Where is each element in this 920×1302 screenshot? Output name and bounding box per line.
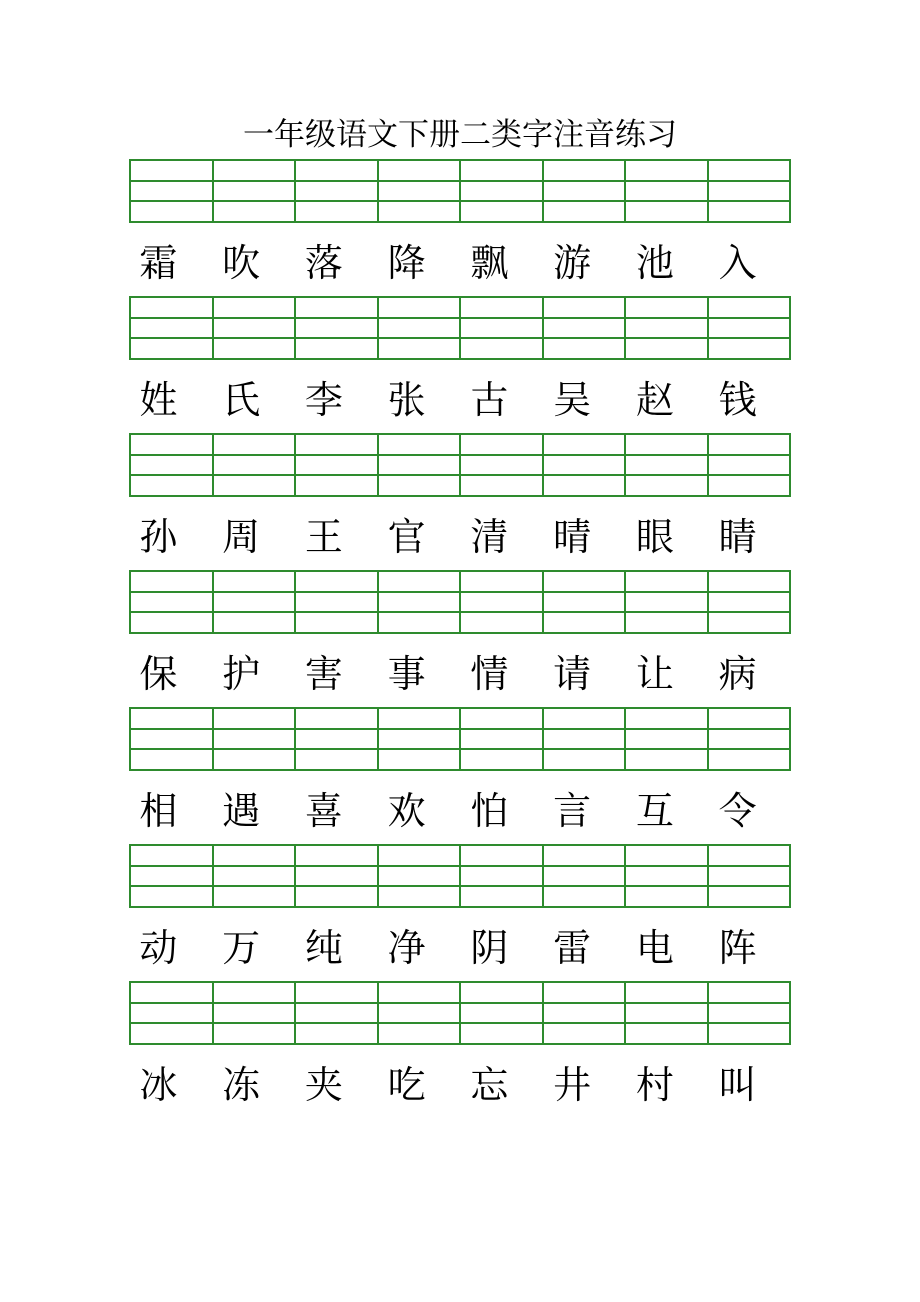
character: 动	[139, 926, 178, 970]
guide-line	[379, 200, 460, 202]
character-row	[129, 370, 791, 430]
character: 雷	[553, 926, 592, 970]
character: 落	[304, 241, 343, 285]
pinyin-cell[interactable]	[131, 846, 214, 906]
character: 池	[635, 241, 674, 285]
character: 睛	[718, 515, 757, 559]
pinyin-cell[interactable]	[544, 709, 627, 769]
pinyin-cell[interactable]	[544, 983, 627, 1043]
character: 飘	[470, 241, 509, 285]
guide-line	[626, 728, 707, 730]
character: 言	[553, 789, 592, 833]
guide-line	[461, 200, 542, 202]
pinyin-cell[interactable]	[379, 435, 462, 495]
guide-line	[544, 611, 625, 613]
guide-line	[296, 748, 377, 750]
guide-line	[461, 865, 542, 867]
guide-line	[379, 865, 460, 867]
guide-line	[626, 748, 707, 750]
character: 互	[635, 789, 674, 833]
pinyin-cell[interactable]	[379, 983, 462, 1043]
guide-line	[544, 337, 625, 339]
character: 吴	[553, 378, 592, 422]
guide-line	[709, 728, 790, 730]
character: 入	[718, 241, 757, 285]
character: 遇	[222, 789, 261, 833]
pinyin-cell[interactable]	[131, 709, 214, 769]
guide-line	[626, 885, 707, 887]
character: 病	[718, 652, 757, 696]
guide-line	[461, 474, 542, 476]
pinyin-cell[interactable]	[131, 435, 214, 495]
pinyin-cell[interactable]	[296, 161, 379, 221]
guide-line	[709, 748, 790, 750]
guide-line	[709, 200, 790, 202]
pinyin-cell[interactable]	[709, 709, 790, 769]
pinyin-cell[interactable]	[709, 161, 790, 221]
pinyin-cell[interactable]	[379, 298, 462, 358]
guide-line	[544, 1002, 625, 1004]
guide-line	[461, 885, 542, 887]
pinyin-cell[interactable]	[461, 435, 544, 495]
pinyin-cell[interactable]	[214, 161, 297, 221]
guide-line	[544, 748, 625, 750]
pinyin-cell[interactable]	[296, 572, 379, 632]
pinyin-cell[interactable]	[626, 298, 709, 358]
pinyin-cell[interactable]	[379, 709, 462, 769]
character-row	[129, 781, 791, 841]
character: 冻	[222, 1063, 261, 1107]
guide-line	[461, 1002, 542, 1004]
pinyin-cell[interactable]	[461, 846, 544, 906]
guide-line	[131, 317, 212, 319]
character: 吃	[387, 1063, 426, 1107]
guide-line	[379, 611, 460, 613]
guide-line	[461, 591, 542, 593]
pinyin-cell[interactable]	[296, 709, 379, 769]
guide-line	[544, 1022, 625, 1024]
guide-line	[296, 337, 377, 339]
pinyin-cell[interactable]	[461, 709, 544, 769]
pinyin-cell[interactable]	[131, 572, 214, 632]
guide-line	[214, 748, 295, 750]
pinyin-cell[interactable]	[544, 161, 627, 221]
pinyin-cell[interactable]	[379, 572, 462, 632]
guide-line	[544, 728, 625, 730]
guide-line	[131, 865, 212, 867]
guide-line	[461, 317, 542, 319]
pinyin-cell[interactable]	[214, 709, 297, 769]
guide-line	[544, 474, 625, 476]
character: 忘	[470, 1063, 509, 1107]
guide-line	[626, 1022, 707, 1024]
character: 孙	[139, 515, 178, 559]
pinyin-cell[interactable]	[214, 298, 297, 358]
guide-line	[709, 454, 790, 456]
character: 护	[222, 652, 261, 696]
guide-line	[131, 591, 212, 593]
guide-line	[626, 474, 707, 476]
guide-line	[296, 180, 377, 182]
guide-line	[214, 337, 295, 339]
guide-line	[626, 591, 707, 593]
pinyin-cell[interactable]	[296, 846, 379, 906]
character: 阵	[718, 926, 757, 970]
pinyin-cell[interactable]	[544, 846, 627, 906]
pinyin-grid	[129, 159, 791, 223]
character: 喜	[304, 789, 343, 833]
pinyin-cell[interactable]	[214, 846, 297, 906]
pinyin-grid	[129, 570, 791, 634]
character: 眼	[635, 515, 674, 559]
character: 官	[387, 515, 426, 559]
pinyin-cell[interactable]	[214, 572, 297, 632]
guide-line	[709, 317, 790, 319]
character: 叫	[718, 1063, 757, 1107]
pinyin-grid	[129, 433, 791, 497]
character: 游	[553, 241, 592, 285]
character: 清	[470, 515, 509, 559]
pinyin-cell[interactable]	[626, 709, 709, 769]
guide-line	[214, 591, 295, 593]
guide-line	[626, 317, 707, 319]
pinyin-grid	[129, 296, 791, 360]
pinyin-cell[interactable]	[379, 161, 462, 221]
pinyin-cell[interactable]	[214, 983, 297, 1043]
character-row	[129, 1055, 791, 1115]
guide-line	[296, 865, 377, 867]
guide-line	[131, 474, 212, 476]
pinyin-cell[interactable]	[709, 983, 790, 1043]
guide-line	[214, 885, 295, 887]
guide-line	[461, 454, 542, 456]
character: 赵	[635, 378, 674, 422]
guide-line	[709, 180, 790, 182]
guide-line	[131, 1022, 212, 1024]
guide-line	[626, 337, 707, 339]
guide-line	[379, 454, 460, 456]
pinyin-grid	[129, 981, 791, 1045]
guide-line	[544, 454, 625, 456]
page-title: 一年级语文下册二类字注音练习	[243, 117, 677, 153]
guide-line	[214, 474, 295, 476]
guide-line	[379, 474, 460, 476]
pinyin-cell[interactable]	[296, 298, 379, 358]
pinyin-cell[interactable]	[461, 572, 544, 632]
character: 情	[470, 652, 509, 696]
character-row	[129, 507, 791, 567]
guide-line	[379, 728, 460, 730]
character: 王	[304, 515, 343, 559]
guide-line	[296, 317, 377, 319]
guide-line	[461, 611, 542, 613]
guide-line	[626, 865, 707, 867]
guide-line	[296, 885, 377, 887]
character: 张	[387, 378, 426, 422]
pinyin-cell[interactable]	[709, 572, 790, 632]
guide-line	[709, 337, 790, 339]
pinyin-cell[interactable]	[131, 983, 214, 1043]
guide-line	[214, 728, 295, 730]
pinyin-cell[interactable]	[626, 572, 709, 632]
guide-line	[214, 317, 295, 319]
guide-line	[296, 454, 377, 456]
guide-line	[379, 317, 460, 319]
guide-line	[296, 1002, 377, 1004]
character: 冰	[139, 1063, 178, 1107]
pinyin-cell[interactable]	[626, 983, 709, 1043]
guide-line	[709, 1002, 790, 1004]
pinyin-cell[interactable]	[461, 161, 544, 221]
pinyin-cell[interactable]	[544, 572, 627, 632]
guide-line	[131, 611, 212, 613]
character: 吹	[222, 241, 261, 285]
pinyin-cell[interactable]	[626, 846, 709, 906]
guide-line	[296, 474, 377, 476]
guide-line	[131, 337, 212, 339]
guide-line	[544, 180, 625, 182]
character: 保	[139, 652, 178, 696]
character: 霜	[139, 241, 178, 285]
pinyin-cell[interactable]	[544, 298, 627, 358]
guide-line	[131, 180, 212, 182]
guide-line	[461, 748, 542, 750]
pinyin-cell[interactable]	[709, 846, 790, 906]
pinyin-cell[interactable]	[709, 298, 790, 358]
pinyin-cell[interactable]	[709, 435, 790, 495]
character: 降	[387, 241, 426, 285]
guide-line	[544, 591, 625, 593]
character: 古	[470, 378, 509, 422]
guide-line	[379, 180, 460, 182]
character: 晴	[553, 515, 592, 559]
guide-line	[296, 200, 377, 202]
character: 钱	[718, 378, 757, 422]
character: 纯	[304, 926, 343, 970]
character: 李	[304, 378, 343, 422]
pinyin-cell[interactable]	[461, 983, 544, 1043]
character: 事	[387, 652, 426, 696]
character: 害	[304, 652, 343, 696]
guide-line	[544, 317, 625, 319]
character: 氏	[222, 378, 261, 422]
character: 相	[139, 789, 178, 833]
guide-line	[626, 611, 707, 613]
pinyin-cell[interactable]	[296, 983, 379, 1043]
pinyin-cell[interactable]	[626, 161, 709, 221]
guide-line	[214, 200, 295, 202]
pinyin-cell[interactable]	[544, 435, 627, 495]
guide-line	[131, 728, 212, 730]
guide-line	[709, 611, 790, 613]
guide-line	[626, 1002, 707, 1004]
pinyin-cell[interactable]	[131, 161, 214, 221]
character: 阴	[470, 926, 509, 970]
guide-line	[379, 885, 460, 887]
guide-line	[214, 865, 295, 867]
guide-line	[131, 454, 212, 456]
guide-line	[296, 728, 377, 730]
pinyin-cell[interactable]	[461, 298, 544, 358]
guide-line	[379, 748, 460, 750]
guide-line	[709, 885, 790, 887]
guide-line	[214, 611, 295, 613]
character: 欢	[387, 789, 426, 833]
character: 怕	[470, 789, 509, 833]
guide-line	[379, 1002, 460, 1004]
guide-line	[296, 611, 377, 613]
character-row	[129, 644, 791, 704]
character: 周	[222, 515, 261, 559]
character: 井	[553, 1063, 592, 1107]
guide-line	[709, 474, 790, 476]
pinyin-grid	[129, 844, 791, 908]
guide-line	[214, 1022, 295, 1024]
guide-line	[626, 200, 707, 202]
character: 令	[718, 789, 757, 833]
guide-line	[214, 180, 295, 182]
character: 让	[635, 652, 674, 696]
guide-line	[709, 1022, 790, 1024]
pinyin-cell[interactable]	[214, 435, 297, 495]
pinyin-cell[interactable]	[626, 435, 709, 495]
guide-line	[379, 1022, 460, 1024]
character: 万	[222, 926, 261, 970]
guide-line	[379, 591, 460, 593]
character: 村	[635, 1063, 674, 1107]
guide-line	[709, 591, 790, 593]
pinyin-cell[interactable]	[131, 298, 214, 358]
guide-line	[544, 885, 625, 887]
character: 净	[387, 926, 426, 970]
character-row	[129, 918, 791, 978]
guide-line	[131, 1002, 212, 1004]
guide-line	[709, 865, 790, 867]
guide-line	[461, 180, 542, 182]
guide-line	[461, 728, 542, 730]
pinyin-grid	[129, 707, 791, 771]
character: 电	[635, 926, 674, 970]
character: 夹	[304, 1063, 343, 1107]
guide-line	[626, 180, 707, 182]
guide-line	[131, 200, 212, 202]
pinyin-cell[interactable]	[296, 435, 379, 495]
guide-line	[214, 454, 295, 456]
guide-line	[296, 591, 377, 593]
guide-line	[379, 337, 460, 339]
guide-line	[214, 1002, 295, 1004]
guide-line	[544, 865, 625, 867]
guide-line	[461, 1022, 542, 1024]
guide-line	[626, 454, 707, 456]
pinyin-cell[interactable]	[379, 846, 462, 906]
character-row	[129, 233, 791, 293]
guide-line	[131, 885, 212, 887]
character: 姓	[139, 378, 178, 422]
character: 请	[553, 652, 592, 696]
guide-line	[131, 748, 212, 750]
guide-line	[461, 337, 542, 339]
guide-line	[296, 1022, 377, 1024]
guide-line	[544, 200, 625, 202]
